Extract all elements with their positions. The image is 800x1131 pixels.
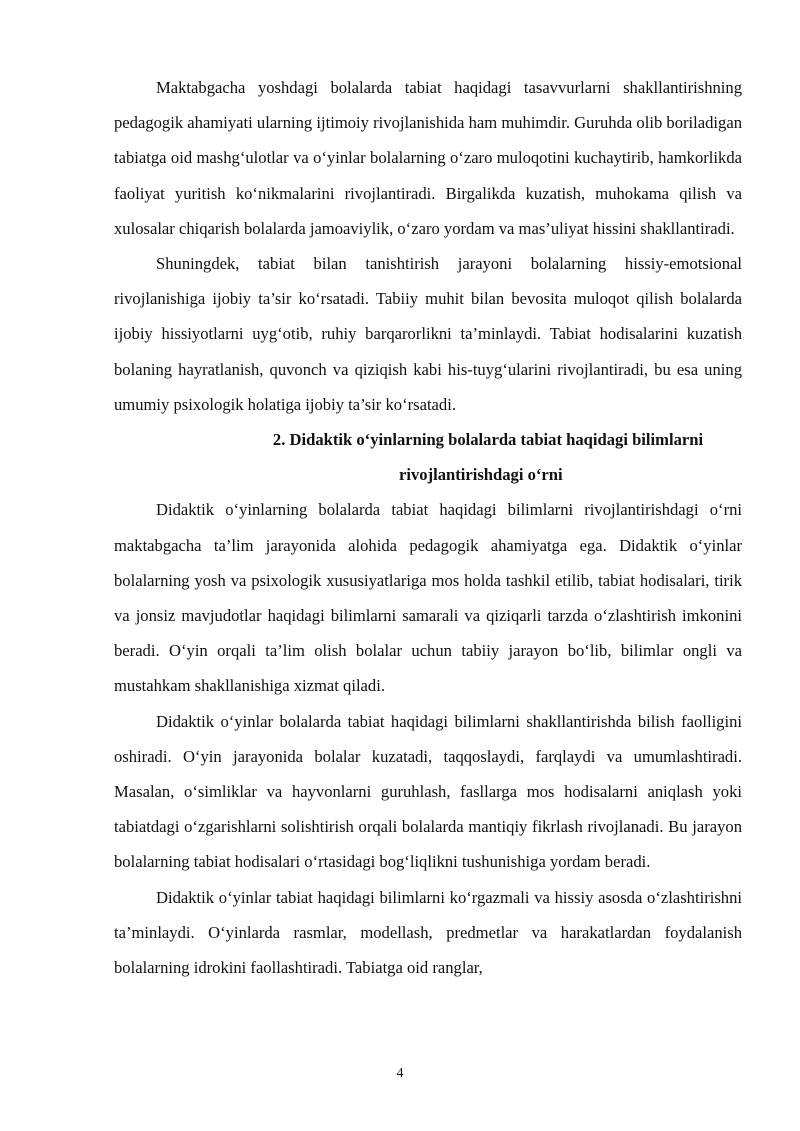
paragraph-cognitive-activity: Didaktik o‘yinlar bolalarda tabiat haqidagi bilimlarni shakllantirishda bilish faolligini oshiradi. O‘yin jarayonida bolalar kuzatadi, taqqoslaydi, farqlaydi va umumlashtiradi. Masalan, o‘simliklar va hayvonlarni guruhlash, fasllarga mos hodisalarni aniqlash yoki tabiatdagi o‘zgarishlarni solishtirish orqali bolalarda mantiqiy fikrlash rivojlanadi. Bu jarayon bolalarning tabiat hodisalari o‘rtasidagi bog‘liqlikni tushunishiga yordam beradi. [114,711,742,872]
body-text [114,70,742,985]
paragraph-social-development: Maktabgacha yoshdagi bolalarda tabiat haqidagi tasavvurlarni shakllantirishning pedagogik ahamiyati ularning ijtimoiy rivojlanishida ham muhimdir. Guruhda olib boriladigan tabiatga oid mashg‘ulotlar va o‘yinlar bolalarning o‘zaro muloqotini kuchaytirib, hamkorlikda faoliyat yuritish ko‘nikmalarini rivojlantiradi. Birgalikda kuzatish, muhokama qilish va xulosalar chiqarish bolalarda jamoaviylik, o‘zaro yordam va mas’uliyat hissini shakllantiradi. [114,78,742,238]
section-heading [114,422,742,492]
paragraph-didactic-games-role: Didaktik o‘yinlarning bolalarda tabiat haqidagi bilimlarni rivojlantirishdagi o‘rni maktabgacha ta’lim jarayonida alohida pedagogik ahamiyatga ega. Didaktik o‘yinlar bolalarning yosh va psixologik xususiyatlariga mos holda tashkil etilib, tabiat hodisalari, tirik va jonsiz mavjudotlar haqidagi bilimlarni samarali va qiziqarli tarzda o‘zlashtirish imkonini beradi. O‘yin orqali ta’lim olish bolalar uchun tabiiy jarayon bo‘lib, bilimlar ongli va mustahkam shakllanishiga xizmat qiladi. [114,500,742,696]
section-heading-line-1: 2. Didaktik o‘yinlarning bolalarda tabiat haqidagi bilimlarni [272,430,704,450]
paragraph-emotional-development: Shuningdek, tabiat bilan tanishtirish jarayoni bolalarning hissiy-emotsional rivojlanishiga ijobiy ta’sir ko‘rsatadi. Tabiiy muhit bilan bevosita muloqot qilish bolalarda ijobiy hissiyotlarni uyg‘otib, ruhiy barqarorlikni ta’minlaydi. Tabiat hodisalarini kuzatish bolaning hayratlanish, quvonch va qiziqish kabi his-tuyg‘ularini rivojlantiradi, bu esa uning umumiy psixologik holatiga ijobiy ta’sir ko‘rsatadi. [114,254,742,414]
section-heading-line-2: rivojlantirishdagi o‘rni [399,465,563,485]
page-number: 4 [396,1066,404,1081]
paragraph-visual-learning: Didaktik o‘yinlar tabiat haqidagi bilimlarni ko‘rgazmali va hissiy asosda o‘zlashtirishni ta’minlaydi. O‘yinlarda rasmlar, modellash, predmetlar va harakatlardan foydalanish bolalarning idrokini faollashtiradi. Tabiatga oid ranglar, [114,887,742,978]
